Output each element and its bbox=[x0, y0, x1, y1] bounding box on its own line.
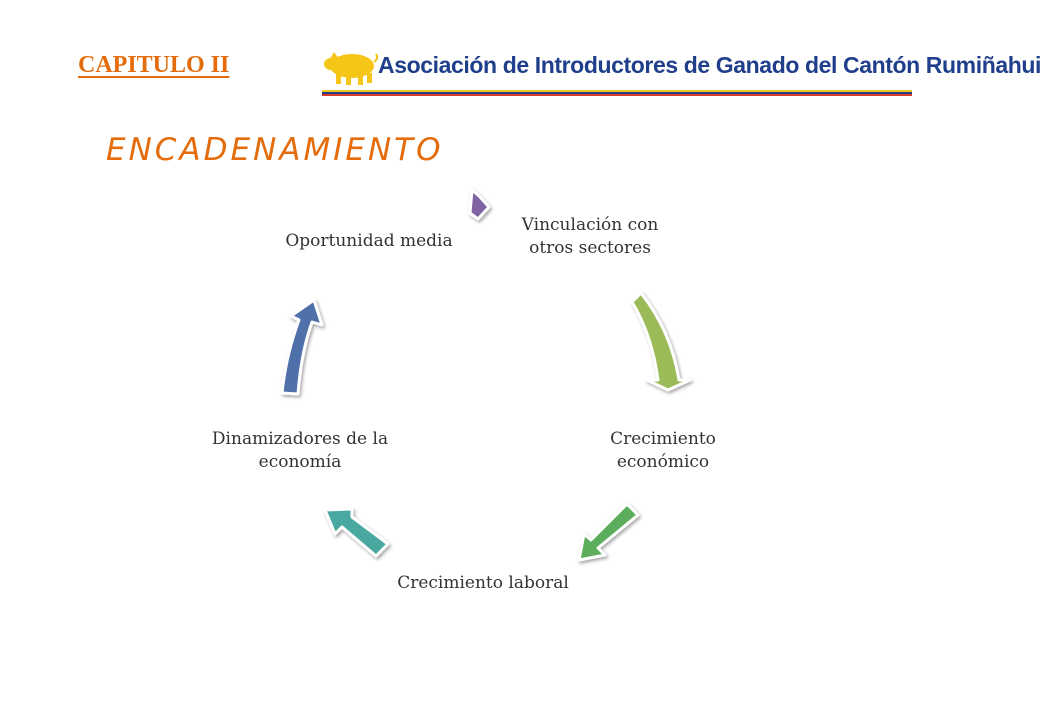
cycle-arrow-3 bbox=[325, 509, 388, 556]
cycle-arrow-4 bbox=[282, 300, 322, 394]
cycle-arrow-1 bbox=[632, 293, 690, 390]
page-title: ENCADENAMIENTO bbox=[106, 132, 444, 168]
node-dinamizadores: Dinamizadores de la economía bbox=[211, 429, 389, 472]
node-vinculacion: Vinculación con otros sectores bbox=[521, 215, 659, 258]
cycle-arrow-5 bbox=[470, 190, 489, 219]
chapter-heading: CAPITULO II bbox=[78, 52, 230, 78]
node-oportunidad-media: Oportunidad media bbox=[285, 231, 453, 251]
node-crecimiento-laboral: Crecimiento laboral bbox=[397, 573, 569, 593]
node-crecimiento-economico: Crecimiento económico bbox=[610, 429, 716, 472]
cycle-arrow-2 bbox=[579, 504, 638, 560]
association-name: Asociación de Introductores de Ganado del Cantón Rumiñahui bbox=[378, 52, 1041, 78]
